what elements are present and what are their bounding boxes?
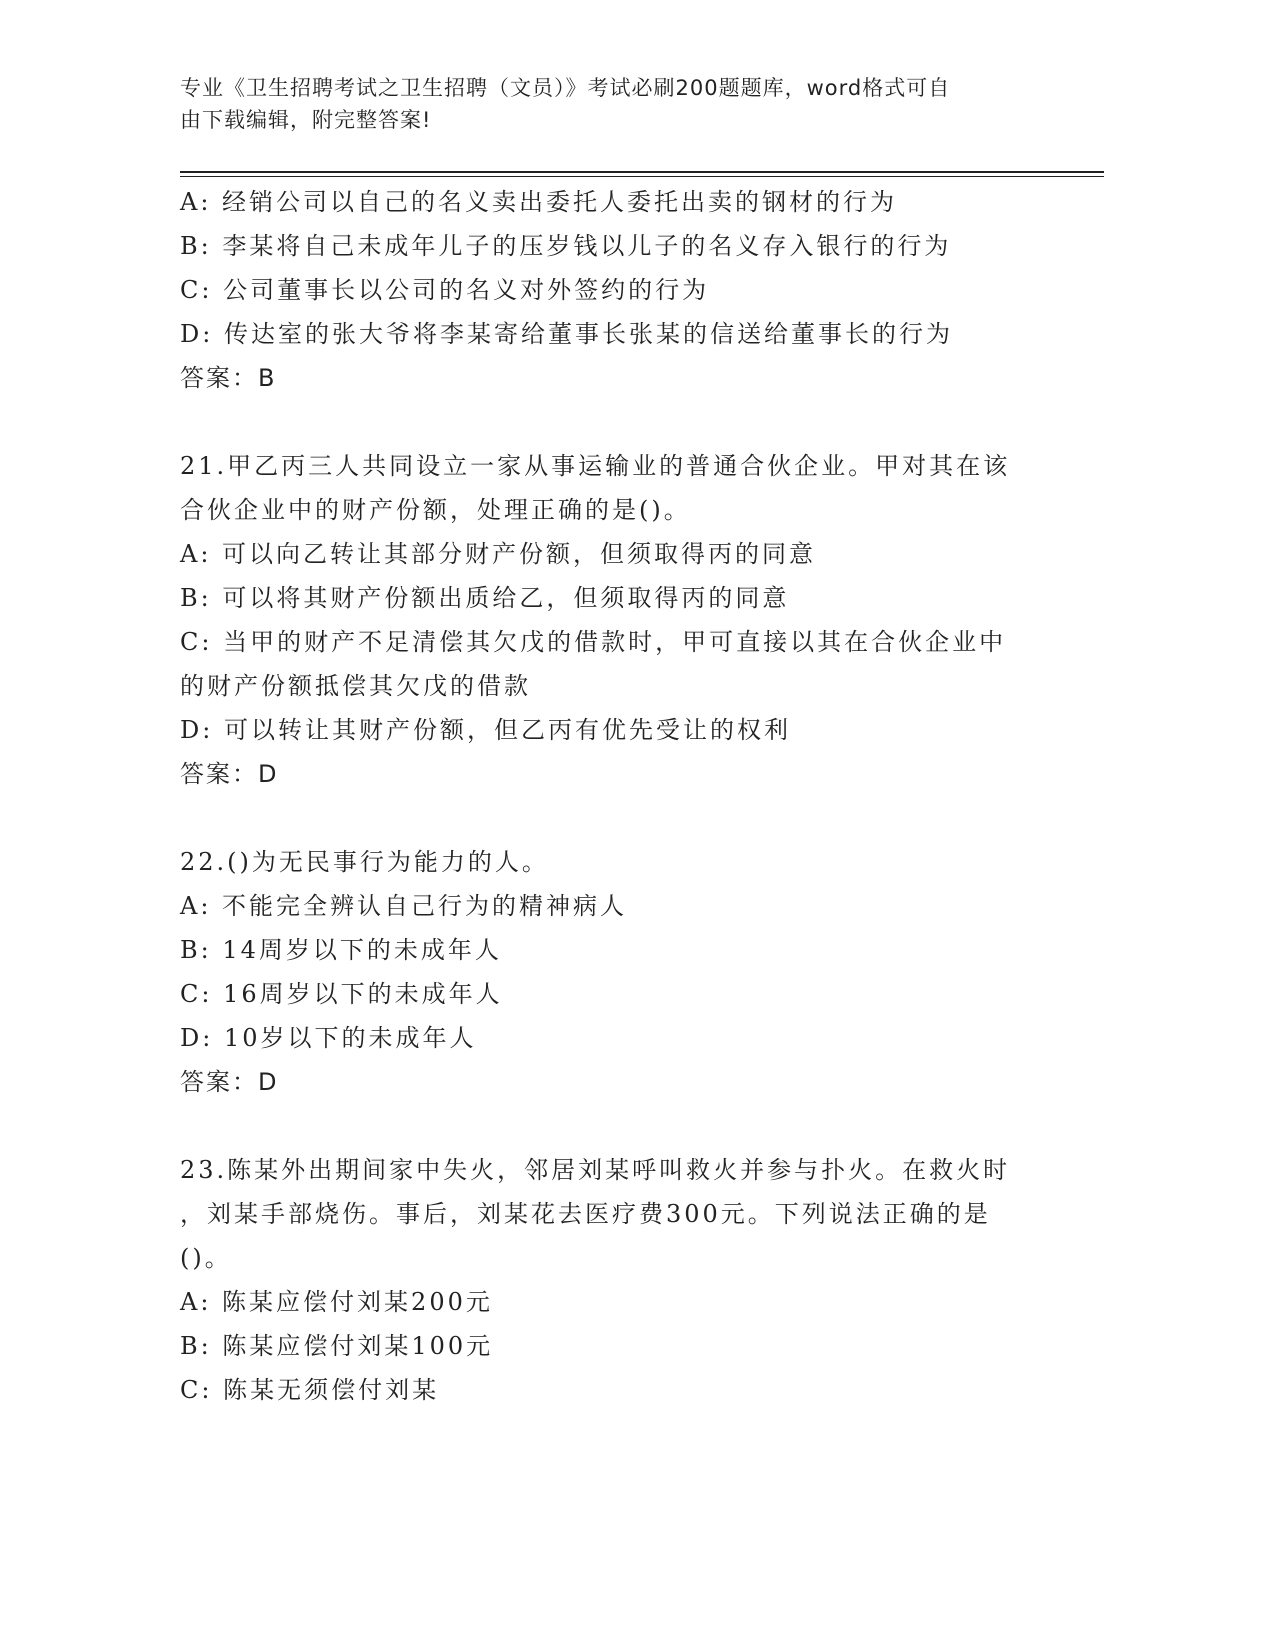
document-header [180, 72, 1040, 136]
answer: 答案：D [180, 760, 279, 788]
option-b: B: 14周岁以下的未成年人 [180, 936, 502, 964]
option-a: A: 不能完全辨认自己行为的精神病人 [180, 892, 628, 920]
question-stem-continued: ()。 [180, 1244, 232, 1272]
question-stem: 23.陈某外出期间家中失火，邻居刘某呼叫救火并参与扑火。在救火时 [180, 1156, 1011, 1184]
option-a: A: 可以向乙转让其部分财产份额，但须取得丙的同意 [180, 540, 817, 568]
option-a: A: 陈某应偿付刘某200元 [180, 1288, 493, 1316]
spacer [180, 1104, 1030, 1148]
header-rule-thick [180, 171, 1104, 173]
question-23 [180, 1148, 1030, 1412]
question-stem: 22.()为无民事行为能力的人。 [180, 848, 549, 876]
option-c: C: 当甲的财产不足清偿其欠戊的借款时，甲可直接以其在合伙企业中 [180, 628, 1007, 656]
question-stem: 21.甲乙丙三人共同设立一家从事运输业的普通合伙企业。甲对其在该 [180, 452, 1011, 480]
question-21 [180, 444, 1030, 796]
option-c-continued: 的财产份额抵偿其欠戊的借款 [180, 672, 531, 700]
spacer [180, 796, 1030, 840]
option-c: C: 16周岁以下的未成年人 [180, 980, 503, 1008]
answer: 答案：B [180, 364, 277, 392]
option-d: D: 10岁以下的未成年人 [180, 1024, 477, 1052]
question-stem-continued: ，刘某手部烧伤。事后，刘某花去医疗费300元。下列说法正确的是 [180, 1200, 991, 1228]
option-b: B: 李某将自己未成年儿子的压岁钱以儿子的名义存入银行的行为 [180, 232, 952, 260]
option-a: A: 经销公司以自己的名义卖出委托人委托出卖的钢材的行为 [180, 188, 898, 216]
header-rule-thin [180, 176, 1104, 177]
option-c: C: 公司董事长以公司的名义对外签约的行为 [180, 276, 710, 304]
option-c: C: 陈某无须偿付刘某 [180, 1376, 440, 1404]
option-b: B: 可以将其财产份额出质给乙，但须取得丙的同意 [180, 584, 790, 612]
question-22 [180, 840, 1030, 1104]
spacer [180, 400, 1030, 444]
header-line-2: 由下载编辑，附完整答案! [180, 108, 432, 132]
question-list [180, 180, 1030, 1412]
header-line-1: 专业《卫生招聘考试之卫生招聘（文员）》考试必刷200题题库，word格式可自 [180, 76, 951, 100]
question-stem-continued: 合伙企业中的财产份额，处理正确的是()。 [180, 496, 691, 524]
option-b: B: 陈某应偿付刘某100元 [180, 1332, 494, 1360]
option-d: D: 可以转让其财产份额，但乙丙有优先受让的权利 [180, 716, 791, 744]
question-20 [180, 180, 1030, 400]
answer: 答案：D [180, 1068, 279, 1096]
option-d: D: 传达室的张大爷将李某寄给董事长张某的信送给董事长的行为 [180, 320, 953, 348]
